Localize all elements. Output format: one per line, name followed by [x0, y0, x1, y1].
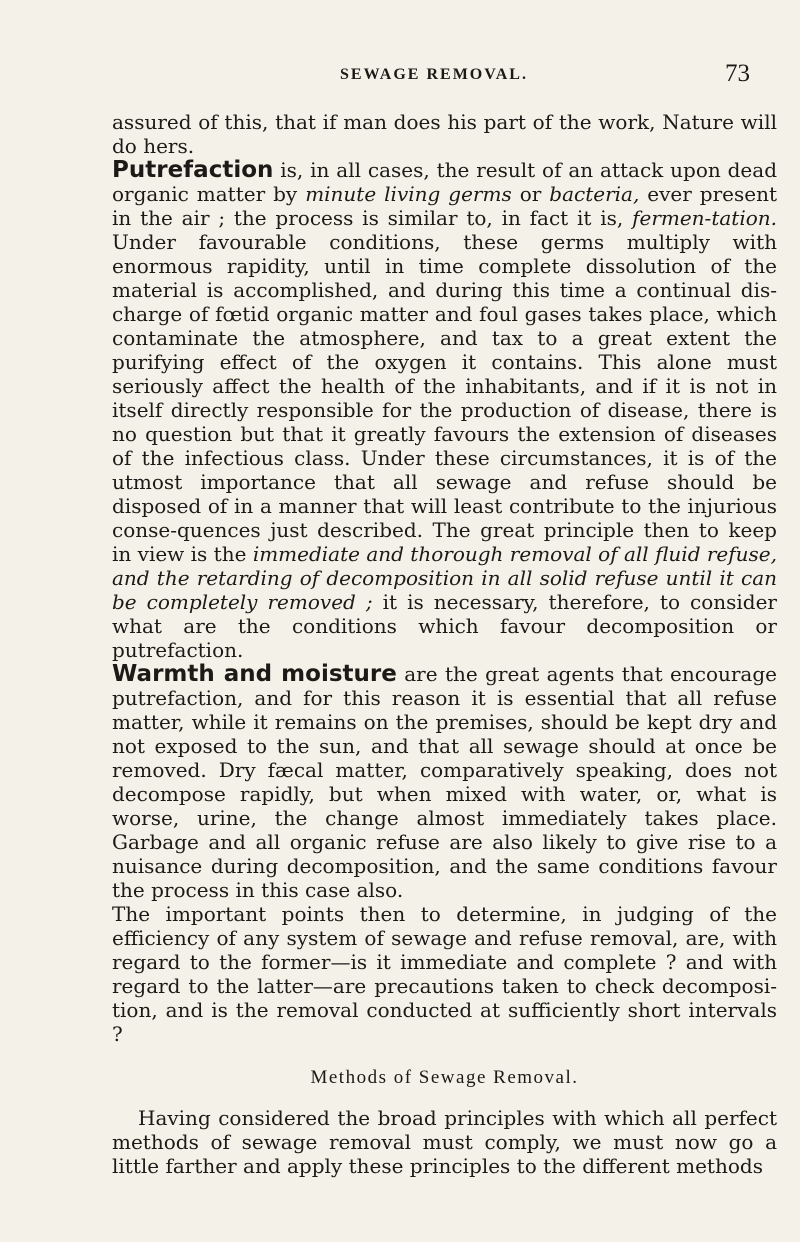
page-body: [112, 110, 777, 1178]
side-heading-putrefaction: Putrefaction: [112, 157, 274, 183]
paragraph-continuation: assured of this, that if man does his part of the work, Nature will do hers.: [112, 110, 777, 158]
page-number: 73: [725, 60, 750, 87]
paragraph-putrefaction: [112, 158, 777, 662]
para-segment-italic: bacteria,: [549, 182, 640, 206]
page-header: [110, 58, 770, 98]
paragraph-methods: Having considered the broad principles with which all perfect methods of sewage removal must comply, we must now go a little farther and apply these principles to the different methods: [112, 1106, 777, 1178]
para-segment: is, in all cases, the result of an attack upon dead organic matter by: [112, 158, 777, 206]
para-segment: it is necessary, therefore, to consider what are the conditions which favour decomposition or putrefaction.: [112, 590, 777, 662]
para-segment: ever present in the air ; the process is similar to, in fact it is,: [112, 182, 778, 230]
side-heading-warmth-moisture: Warmth and moisture: [112, 661, 397, 687]
section-heading: Methods of Sewage Removal.: [310, 1067, 579, 1088]
para-segment: Under favourable conditions, these germs multiply with enormous rapidity, until in time complete dissolution of the material is accomplished, and during this time a continual dis-charge of fœtid organic matter and foul gases takes place, which contaminate the atmosphere, and tax to a great extent the purifying effect of the oxygen it contains. This alone must seriously affect the health of the inhabitants, and if it is not in itself directly responsible for the production of disease, there is no question but that it greatly favours the extension of diseases of the infectious class. Under these circumstances, it is of the utmost importance that all sewage and refuse should be disposed of in a manner that will least contribute to the injurious conse-quences just described. The great principle then to keep in view is the: [112, 230, 777, 566]
para-segment-italic: minute living germs: [305, 182, 512, 206]
para-segment-italic: immediate and thorough removal of all fluid refuse, and the retarding of decomposition in all solid refuse until it can be completely removed ;: [112, 542, 777, 614]
running-title: SEWAGE REMOVAL.: [340, 66, 528, 83]
para-segment: or: [511, 182, 550, 206]
para-segment: are the great agents that encourage putrefaction, and for this reason it is essential that all refuse matter, while it remains on the premises, should be kept dry and not exposed to the sun, and that all sewage should at once be removed. Dry fæcal matter, comparatively speaking, does not decompose rapidly, but when mixed with water, or, what is worse, urine, the change almost immediately takes place. Garbage and all organic refuse are also likely to give rise to a nuisance during decomposition, and the same conditions favour the process in this case also.: [112, 662, 777, 902]
paragraph-warmth-moisture: [112, 662, 777, 902]
para-segment-italic: fermen-tation.: [632, 206, 777, 230]
paragraph-important-points: The important points then to determine, in judging of the efficiency of any system of sewage and refuse removal, are, with regard to the former—is it immediate and complete ? and with regard to the latter—are precautions taken to check decomposi-tion, and is the removal conducted at sufficiently short intervals ?: [112, 902, 777, 1046]
